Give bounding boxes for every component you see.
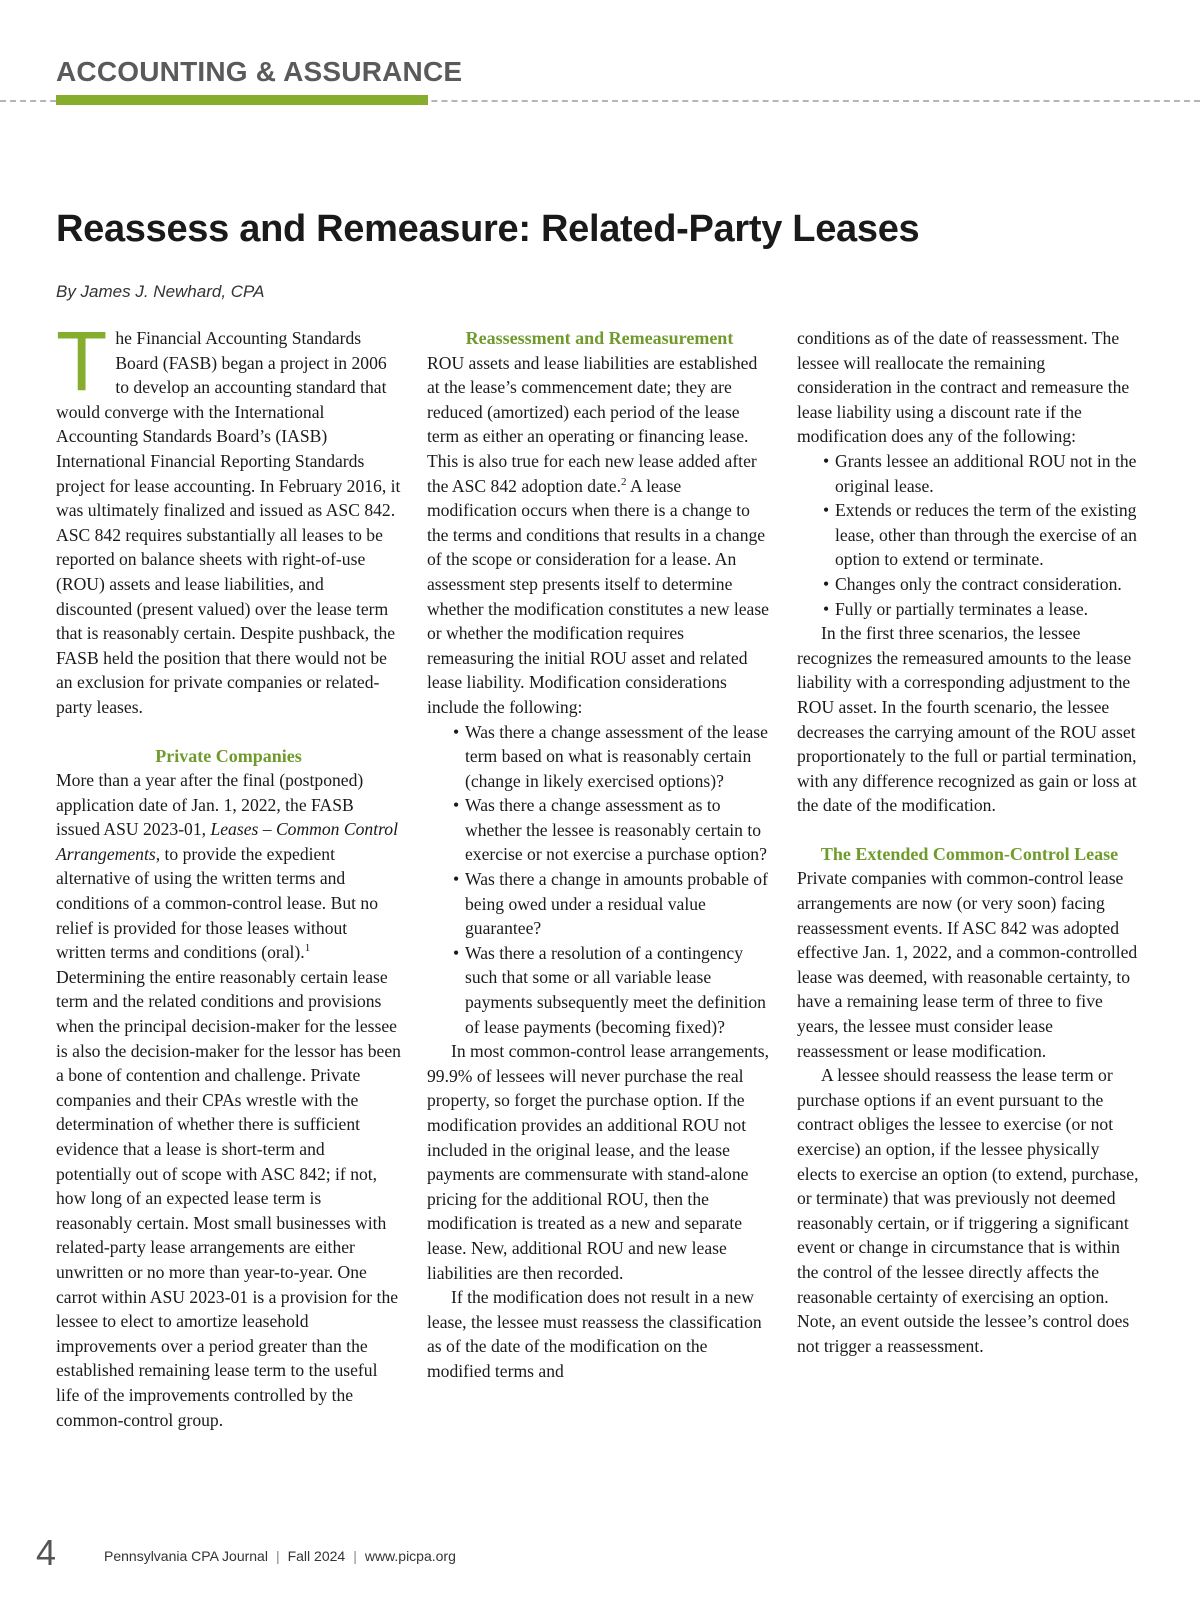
list-item: • Changes only the contract consideration. <box>835 572 1142 597</box>
issue-label: Fall 2024 <box>287 1548 346 1564</box>
intro-text: he Financial Accounting Standards Board (FASB) began a project in 2006 to develop an accounting standard that would converge with the International Accounting Standards Board’s (IASB) International Financial Reporting Standards project for lease accounting. In February 2016, it was ultimately finalized and issued as ASC 842. ASC 842 requires substantially all leases to be reported on balance sheets with right-of-use (ROU) assets and lease liabilities, and discounted (present valued) over the lease term that is reasonably certain. Despite pushback, the FASB held the position that there would not be an exclusion for private companies or related-party leases. <box>56 328 401 717</box>
footnote-marker: 1 <box>304 942 311 955</box>
drop-cap: T <box>56 314 108 408</box>
column-2 <box>427 326 772 1384</box>
list-item: • Fully or partially terminates a lease. <box>835 597 1142 622</box>
paragraph-text: A lease modification occurs when there is a change to the terms and conditions that results in a change of the scope or consideration for a lease. An assessment step presents itself to determine whether the modification constitutes a new lease or whether the modification requires remeasuring the initial ROU asset and related lease liability. Modification considerations include the following: <box>427 475 769 717</box>
subhead-reassessment: Reassessment and Remeasurement <box>465 328 734 348</box>
private-companies-paragraph <box>56 768 401 1432</box>
website-link[interactable]: www.picpa.org <box>364 1548 456 1564</box>
list-item: • Extends or reduces the term of the existing lease, other than through the exercise of an option to extend or terminate. <box>835 498 1142 572</box>
byline: By James J. Newhard, CPA <box>56 282 265 301</box>
article-title: Reassess and Remeasure: Related-Party Leases <box>56 208 920 250</box>
list-item: • Was there a change assessment as to whether the lessee is reasonably certain to exercise or not exercise a purchase option? <box>465 793 772 867</box>
reassess-paragraph: A lessee should reassess the lease term or purchase options if an event pursuant to the contract obliges the lessee to exercise (or not exercise) an option, if the lessee physically elects to exercise an option (to extend, purchase, or terminate) that was previously not deemed reasonably certain, or if triggering a significant event or change in circumstance that is within the control of the lessee directly affects the reasonable certainty of exercising an option. Note, an event outside the lessee’s control does not trigger a reassessment. <box>797 1065 1139 1356</box>
footnote-marker: 2 <box>621 475 627 488</box>
subhead-extended-lease: The Extended Common-Control Lease <box>820 843 1119 864</box>
extended-lease-paragraph: Private companies with common-control lease arrangements are now (or very soon) facing reassessment events. If ASC 842 was adopted effective Jan. 1, 2022, and a common-controlled lease was deemed, with reasonable certainty, to have a remaining lease term of three to five years, the lessee must consider lease reassessment or lease modification. <box>797 868 1138 1061</box>
subhead-private-companies: Private Companies <box>155 745 302 766</box>
column-3 <box>797 326 1142 1358</box>
modification-types-list <box>797 449 1142 621</box>
continued-paragraph: conditions as of the date of reassessment. The lessee will reallocate the remaining consideration in the contract and remeasure the lease liability using a discount rate if the modification does any of the following: <box>797 328 1130 447</box>
page-number: 4 <box>36 1532 57 1573</box>
common-control-paragraph: In most common-control lease arrangements, 99.9% of lessees will never purchase the real property, so forget the purchase option. If the modification provides an additional ROU not included in the original lease, and the lease payments are commensurate with stand-alone pricing for the additional ROU, then the modification is treated as a new and separate lease. New, additional ROU and new lease liabilities are then recorded. <box>427 1041 770 1283</box>
footer-separator: | <box>275 1548 280 1564</box>
publication-title: Leases – Common Control Arrangements <box>56 819 398 864</box>
list-item: • Was there a change assessment of the lease term based on what is reasonably certain (change in likely exercised options)? <box>465 720 772 794</box>
footer-credits <box>104 1548 456 1564</box>
column-1 <box>56 314 401 1432</box>
footer-separator: | <box>353 1548 357 1564</box>
reassessment-paragraph <box>427 351 772 720</box>
modification-considerations-list <box>427 720 772 1040</box>
paragraph-text: , to provide the expedient alternative of using the written terms and conditions of a common-control lease. But no relief is provided for those leases without written terms and conditions (oral). <box>56 843 378 963</box>
list-item: • Was there a resolution of a contingency such that some or all variable lease payments subsequently meet the definition of lease payments (becoming fixed)? <box>465 941 772 1039</box>
journal-name: Pennsylvania CPA Journal <box>104 1548 268 1564</box>
paragraph-text: Determining the entire reasonably certain lease term and the related conditions and provisions when the principal decision-maker for the lessee is also the decision-maker for the lessor has been a bone of contention and challenge. Private companies and their CPAs wrestle with the determination of whether there is sufficient evidence that a lease is short-term and potentially out of scope with ASC 842; if not, how long of an expected lease term is reasonably certain. Most small businesses with related-party lease arrangements are either unwritten or no more than year-to-year. One carrot within ASU 2023-01 is a provision for the lessee to elect to amortize leasehold improvements over a period greater than the established remaining lease term to the useful life of the improvements controlled by the common-control group. <box>56 966 401 1430</box>
scenarios-paragraph: In the first three scenarios, the lessee recognizes the remeasured amounts to the lease liability with a corresponding adjustment to the ROU asset. In the fourth scenario, the lessee decreases the carrying amount of the ROU asset proportionately to the full or partial termination, with any difference recognized as gain or loss at the date of the modification. <box>797 623 1137 816</box>
intro-paragraph <box>56 314 401 720</box>
paragraph-text: More than a year after the final (postponed) application date of Jan. 1, 2022, the FASB issued ASU 2023-01, <box>56 770 364 840</box>
list-item: • Was there a change in amounts probable of being owed under a residual value guarantee? <box>465 867 772 941</box>
section-header: ACCOUNTING & ASSURANCE <box>56 56 463 87</box>
list-item: • Grants lessee an additional ROU not in the original lease. <box>835 449 1142 498</box>
paragraph-text: ROU assets and lease liabilities are established at the lease’s commencement date; they are reduced (amortized) each period of the lease term as either an operating or financing lease. This is also true for each new lease added after the ASC 842 adoption date. <box>427 352 758 496</box>
header-accent-bar <box>56 95 428 105</box>
no-new-lease-paragraph: If the modification does not result in a new lease, the lessee must reassess the classification as of the date of the modification on the modified terms and <box>427 1287 762 1381</box>
